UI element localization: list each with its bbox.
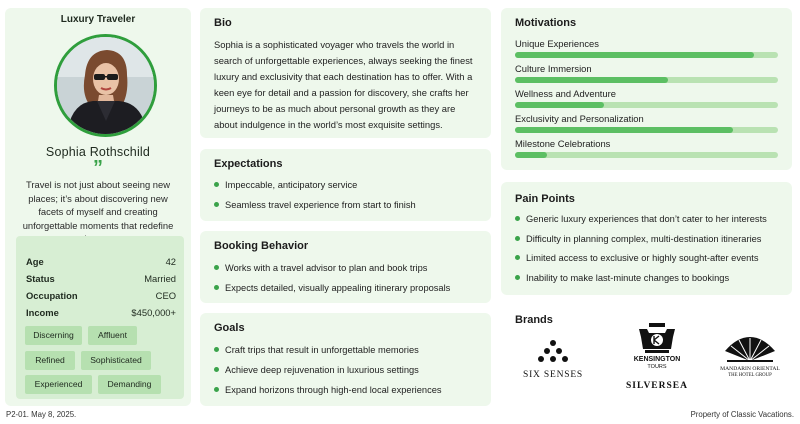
list-item: Expects detailed, visually appealing itinerary proposals <box>214 281 483 301</box>
detail-value: Married <box>144 273 176 284</box>
trait-tag: Sophisticated <box>81 351 151 370</box>
kensington-wordmark: KENSINGTON <box>633 356 681 363</box>
motivation-bar-fill <box>515 77 668 83</box>
motivation-label: Unique Experiences <box>515 38 599 49</box>
pain-points-card <box>501 182 792 295</box>
list-item: Works with a travel advisor to plan and book trips <box>214 261 483 281</box>
trait-tag: Refined <box>25 351 75 370</box>
detail-label: Occupation <box>26 290 78 301</box>
expectations-title: Expectations <box>214 158 283 170</box>
bio-text: Sophia is a sophisticated voyager who travels the world in search of unforgettable experiences, always seeking the finest luxury and exclusivity that each destination has to offer. With a keen eye for detail and a passion for discovery, she crafts her journeys to be as much about personal growth as they are about indulgence in the world’s most exquisite settings. <box>214 39 473 130</box>
profile-card <box>5 8 191 406</box>
list-item: Generic luxury experiences that don’t cater to her interests <box>515 212 784 232</box>
detail-label: Status <box>26 273 55 284</box>
pain-points-list <box>515 212 784 290</box>
list-item: Inability to make last-minute changes to bookings <box>515 271 784 291</box>
detail-label: Income <box>26 307 59 318</box>
mandarin-oriental-logo <box>719 337 781 389</box>
six-senses-logo <box>523 339 583 384</box>
motivation-bar <box>515 102 778 108</box>
detail-label: Age <box>26 256 44 267</box>
booking-title: Booking Behavior <box>214 240 309 252</box>
motivation-bar-fill <box>515 127 733 133</box>
persona-quote: Travel is not just about seeing new places; it’s about discovering new facets of myself and creating unforgettable moments that redefine <box>22 179 174 231</box>
trait-tag: Discerning <box>25 326 82 345</box>
motivation-bar-fill <box>515 102 604 108</box>
motivation-bar <box>515 152 778 158</box>
goals-card <box>200 313 491 406</box>
bio-title: Bio <box>214 17 232 29</box>
goals-title: Goals <box>214 322 245 334</box>
footer-page-date: P2-01. May 8, 2025. <box>6 410 77 419</box>
brands-section <box>501 305 792 406</box>
list-item: Limited access to exclusive or highly sought-after events <box>515 251 784 271</box>
kensington-sub: TOURS <box>647 364 667 370</box>
list-item: Impeccable, anticipatory service <box>214 178 483 198</box>
list-item: Difficulty in planning complex, multi-destination itineraries <box>515 232 784 252</box>
trait-tag: Affluent <box>88 326 137 345</box>
motivation-label: Culture Immersion <box>515 63 592 74</box>
motivation-bar <box>515 52 778 58</box>
motivation-bar-fill <box>515 52 754 58</box>
trait-tag: Experienced <box>25 375 92 394</box>
motivation-bar <box>515 77 778 83</box>
expectations-list <box>214 178 483 218</box>
motivation-bar <box>515 127 778 133</box>
footer-copyright: Property of Classic Vacations. <box>690 410 794 419</box>
pain-points-title: Pain Points <box>515 193 575 205</box>
persona-details <box>16 236 184 399</box>
goals-list <box>214 343 483 403</box>
detail-occupation <box>26 290 176 304</box>
booking-card <box>200 231 491 303</box>
six-senses-mark-icon <box>523 339 583 365</box>
detail-status <box>26 273 176 287</box>
list-item: Seamless travel experience from start to finish <box>214 198 483 218</box>
detail-age <box>26 256 176 270</box>
detail-income <box>26 307 176 321</box>
mandarin-fan-icon <box>719 337 781 363</box>
six-senses-wordmark: SIX SENSES <box>523 370 583 380</box>
motivation-bar-fill <box>515 152 547 158</box>
trait-tag: Demanding <box>98 375 161 394</box>
persona-heading: Luxury Traveler <box>60 14 136 25</box>
mandarin-sub: THE HOTEL GROUP <box>728 373 772 378</box>
motivations-card <box>501 8 792 170</box>
expectations-card <box>200 149 491 221</box>
avatar <box>54 34 157 137</box>
list-item: Expand horizons through high-end local experiences <box>214 383 483 403</box>
mandarin-wordmark: MANDARIN ORIENTAL <box>720 366 780 372</box>
persona-name: Sophia Rothschild <box>45 145 151 159</box>
quote-icon: ” <box>93 157 103 179</box>
detail-value: 42 <box>165 256 176 267</box>
motivation-label: Milestone Celebrations <box>515 138 611 149</box>
motivation-label: Exclusivity and Personalization <box>515 113 644 124</box>
motivation-label: Wellness and Adventure <box>515 88 616 99</box>
detail-value: CEO <box>155 290 176 301</box>
kensington-logo <box>627 323 687 379</box>
silversea-logo: SILVERSEA <box>626 381 688 391</box>
bio-card <box>200 8 491 138</box>
list-item: Achieve deep rejuvenation in luxurious settings <box>214 363 483 383</box>
list-item: Craft trips that result in unforgettable memories <box>214 343 483 363</box>
motivations-title: Motivations <box>515 17 577 29</box>
kensington-crest-icon <box>627 323 687 355</box>
booking-list <box>214 261 483 301</box>
detail-value: $450,000+ <box>131 307 176 318</box>
brands-title: Brands <box>515 314 553 326</box>
